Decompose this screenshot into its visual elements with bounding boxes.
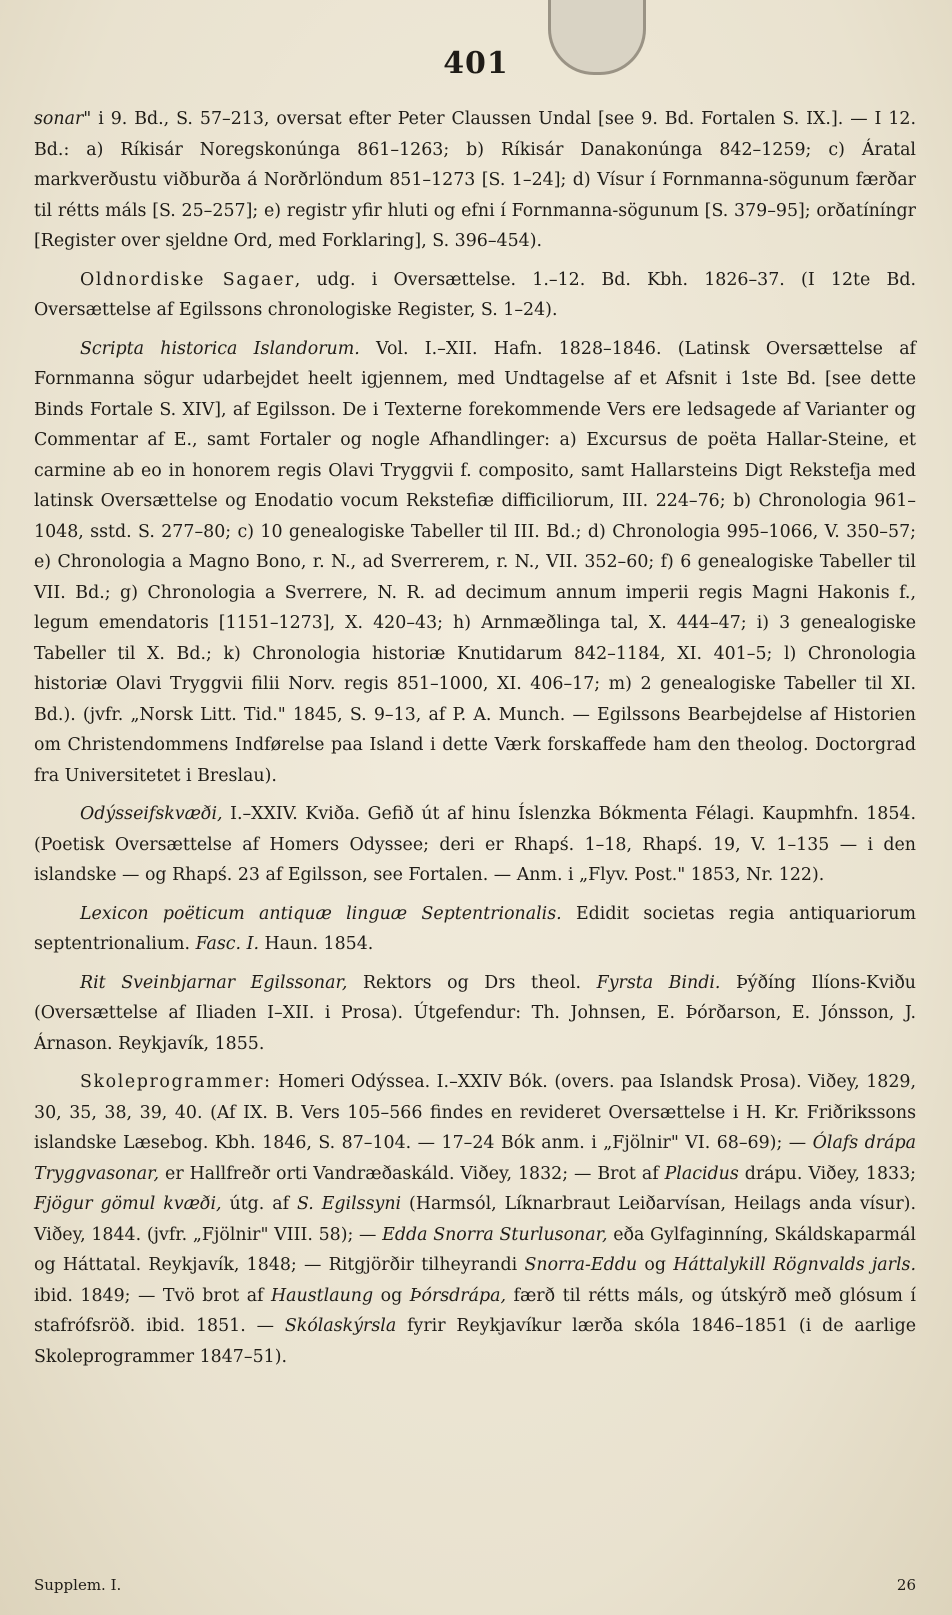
italic-title: sonar (34, 109, 84, 129)
bibliography-entry (34, 899, 916, 960)
entry-text: (Harmsól, Líknarbraut Leiðarvísan, Heilags anda vísur). Viðey, 1844. (jvfr. „Fjölnir" VIII. 58); — (34, 1194, 916, 1245)
bibliography-entry (34, 968, 916, 1060)
italic-title: Scripta historica Islandorum. (80, 338, 360, 359)
page-footer (34, 1576, 916, 1594)
italic-title: Fasc. I. (195, 934, 259, 954)
spaced-heading: Skoleprogrammer: (80, 1072, 272, 1092)
bibliography-entry (34, 799, 916, 891)
entry-text: fyrir Reykjavíkur lærða skóla 1846–1851 (i de aarlige Skoleprogrammer 1847–51). (34, 1316, 917, 1367)
spaced-heading: Oldnordiske Sagaer (80, 269, 295, 290)
italic-title: Rit Sveinbjarnar Egilssonar, (80, 972, 348, 993)
italic-title: Lexicon poëticum antiquæ linguæ Septentrionalis. (80, 903, 562, 924)
italic-title: Odýsseifskvæði, (80, 804, 223, 824)
entry-text: og (637, 1255, 674, 1275)
bibliography-entry (34, 265, 916, 326)
italic-title: Snorra-Eddu (524, 1255, 638, 1275)
italic-title: Placidus (664, 1163, 739, 1184)
signature-mark: Suppl​em. I. (34, 1576, 122, 1594)
page-number: 401 (443, 46, 509, 81)
italic-title: Þórsdrápa, (409, 1285, 507, 1306)
entry-text: Haun. 1854. (258, 934, 374, 954)
italic-title: Fjögur gömul kvæði, (34, 1194, 222, 1214)
entry-text: útg. af (221, 1194, 297, 1214)
entry-text: I.–XXIV. Kviða. Gefið út af hinu Íslenzka Bókmenta Félagi. Kaupmhfn. 1854. (Poetisk Oversættelse af Homers Odyssee; deri er Rhapś. 1–18, Rhapś. 19, V. 1–135 — i den islandske — og Rhapś. 23 af Egilsson, see Fortalen. — Anm. i „Flyv. Post." 1853, Nr. 122). (34, 804, 916, 885)
italic-title: Háttalykill Rögnvalds jarls. (673, 1255, 916, 1275)
body-text (34, 104, 916, 1380)
sheet-number: 26 (896, 1576, 916, 1594)
entry-text: , udg. i Oversættelse. 1.–12. Bd. Kbh. 1826–37. (I 12te Bd. Oversættelse af Egilssons chronologiske Register, S. 1–24). (34, 269, 916, 320)
italic-title: Haustlaung (271, 1285, 374, 1306)
bibliography-entry (34, 104, 916, 257)
entry-text: eða Gylfaginníng, Skáldskaparmál og Háttatal. Reykjavík, 1848; — Ritgjörðir tilheyrandi (34, 1224, 916, 1275)
entry-text: Vol. I.–XII. Hafn. 1828–1846. (Latinsk Oversættelse af Fornmanna sögur udarbejdet heelt igjennem, med Undtagelse af et Afsnit i 1ste Bd. [see dette Binds Fortale S. XIV], af Egilsson. De i Texterne forekommende Vers ere ledsagede af Varianter og Commentar af E., samt Fortaler og nogle Afhandlinger: a) Excursus de poëta Hallar-Steine, et carmine ab eo in honorem regis Olavi Tryggvii f. composito, samt Hallarsteins Digt Rekstefja med latinsk Oversættelse og Enodatio vocum Rekstefiæ difficiliorum, III. 224–76; b) Chronologia 961–1048, sstd. S. 277–80; c) 10 genealogiske Tabeller til III. Bd.; d) Chronologia 995–1066, V. 350–57; e) Chronologia a Magno Bono, r. N., ad Sverrerem, r. N., VII. 352–60; f) 6 genealogiske Tabeller til VII. Bd.; g) Chronologia a Sverrere, N. R. ad decimum annum imperii regis Magni Hakonis f., legum emendatoris [1151–1273], X. 420–43; h) Arnmæðlinga tal, X. 444–47; i) 3 genealogiske Tabeller til X. Bd.; k) Chronologia historiæ Knutidarum 842–1184, XI. 401–5; l) Chronologia historiæ Olavi Tryggvii filii Norv. regis 851–1000, XI. 406–17; m) 2 genealogiske Tabeller til XI. Bd.). (jvfr. „Norsk Litt. Tid." 1845, S. 9–13, af P. A. Munch. — Egilssons Bearbejdelse af Historien om Christendommens Indførelse paa Island i dette Værk forskaffede ham den theolog. Doctorgrad fra Universitetet i Breslau). (34, 338, 916, 786)
bibliography-entry (34, 1067, 916, 1372)
entry-text: Þýðíng Ilíons-Kviðu (Oversættelse af Iliaden I–XII. i Prosa). Útgefendur: Th. Johnsen, E. Þórðarson, E. Jónsson, J. Árnason. Reykjavík, 1855. (34, 972, 916, 1054)
entry-text: Edidit societas regia antiquariorum septentrionalium. (34, 903, 916, 954)
entry-text: og (373, 1285, 410, 1306)
italic-title: Edda Snorra Sturlusonar, (382, 1224, 608, 1245)
entry-text: er Hallfreðr orti Vandræðaskáld. Viðey, 1832; — Brot af (159, 1163, 665, 1184)
italic-title: Skólaskýrsla (284, 1316, 397, 1336)
entry-text: " i 9. Bd., S. 57–213, oversat efter Peter Claussen Undal [see 9. Bd. Fortalen S. IX.]. — I 12. Bd.: a) Ríkisár Noregskonúnga 861–1263; b) Ríkisár Danakonúnga 842–1259; c) Áratal markverðustu viðburða á Norðrlöndum 851–1273 [S. 1–24]; d) Vísur í Fornmanna-sögunum færðar til rétts máls [S. 25–257]; e) registr yfir hluti og efni í Fornmanna-sögunum [S. 379–95]; orðatíníngr [Register over sjeldne Ord, med Forklaring], S. 396–454). (34, 109, 916, 251)
entry-text: drápu. Viðey, 1833; (738, 1163, 916, 1184)
entry-text: ibid. 1849; — Tvö brot af (34, 1285, 271, 1306)
italic-title: S. Egilssyni (296, 1194, 402, 1214)
italic-title: Fyrsta Bindi. (596, 972, 721, 993)
bibliography-entry (34, 334, 916, 792)
italic-title: Ólafs drápa Tryggvasonar, (34, 1133, 916, 1184)
entry-text: Rektors og Drs theol. (347, 972, 597, 993)
entry-text: færð til rétts máls, og útskýrð með glósum í stafrófsröð. ibid. 1851. — (34, 1285, 916, 1336)
entry-text: Homeri Odýssea. I.–XXIV Bók. (overs. paa Islandsk Prosa). Viðey, 1829, 30, 35, 38, 39, 40. (Af IX. B. Vers 105–566 findes en revideret Oversættelse i H. Kr. Friðrikssons islandske Læsebog. Kbh. 1846, S. 87–104. — 17–24 Bók anm. i „Fjölnir" VI. 68–69); — (34, 1072, 916, 1153)
